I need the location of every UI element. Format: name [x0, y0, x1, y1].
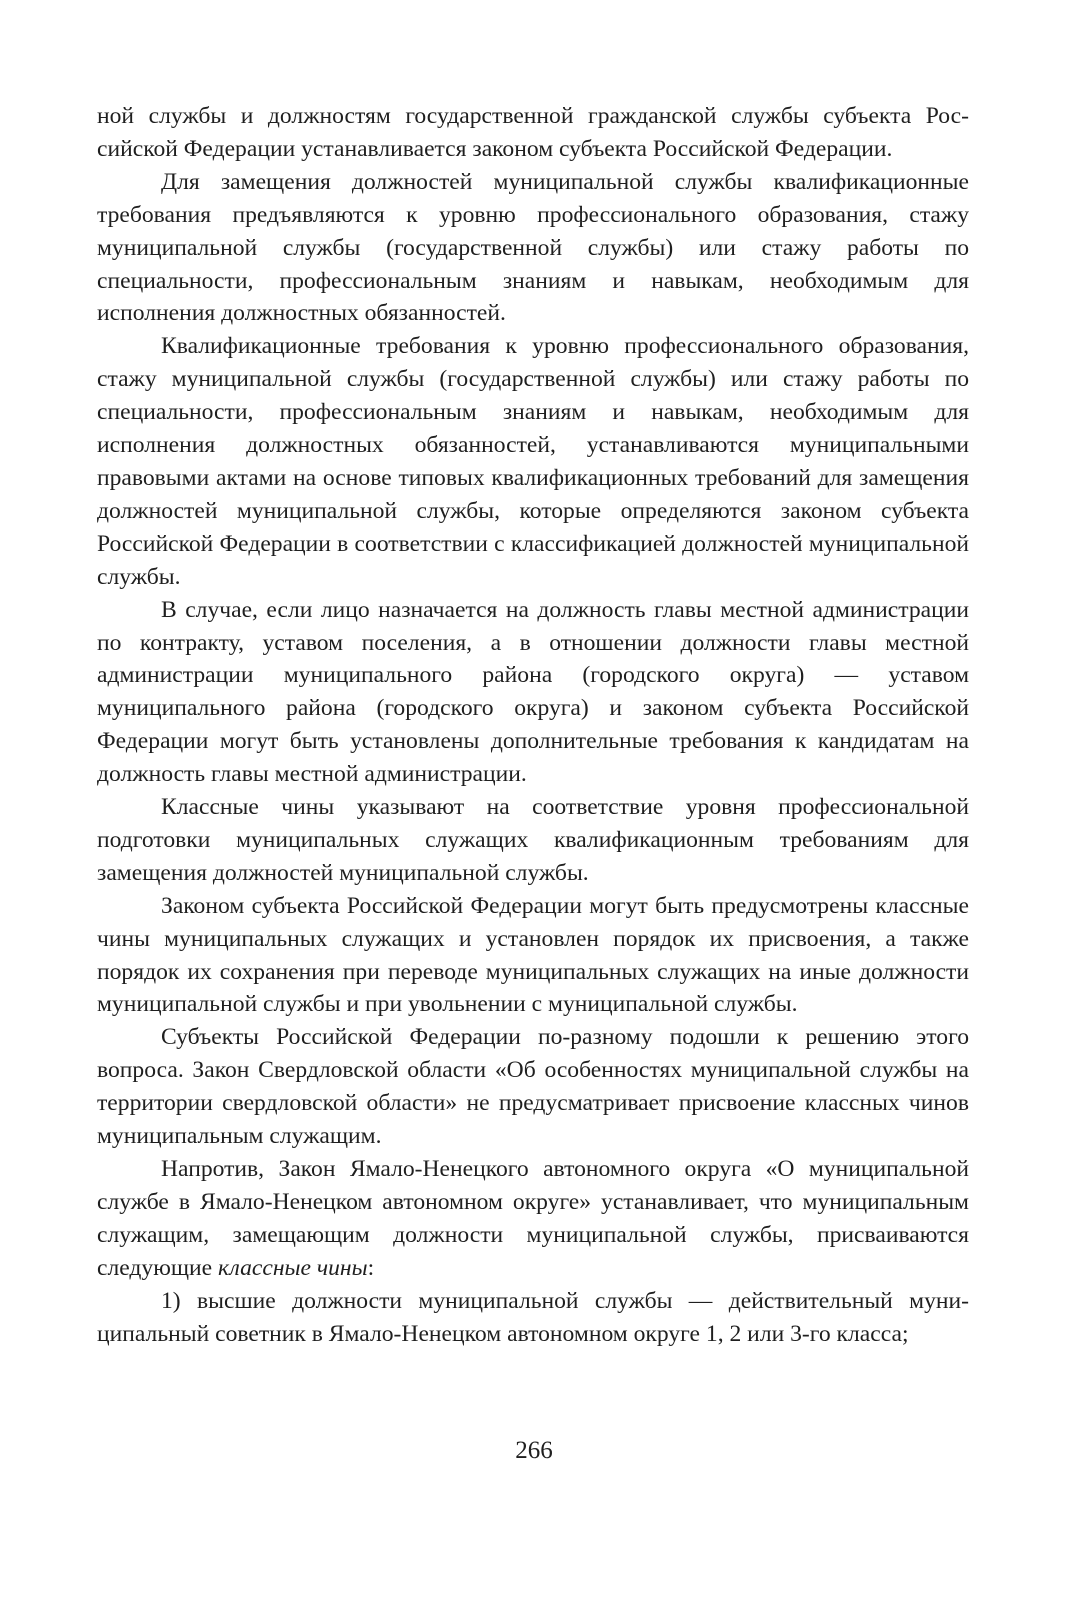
paragraph-5: Классные чины указывают на соответствие уровня профессиональной подготовки муниципальных служащих квалификационным требованиям для замещения должностей муниципальной службы. [97, 794, 969, 886]
paragraph-3: Квалификационные требования к уровню профессионального образования, стажу муниципальной службы (государственной службы) или стажу работы по специальности, профессиональным знаниям и навыкам, необходимым для исполнения должностных обязанностей, устанавливаются муниципальными правовыми актами на основе типовых квалификационных требований для замещения должностей муниципальной службы, которые определяются законом субъекта Российской Федерации в соответствии с классификацией должностей муниципальной службы. [97, 333, 969, 590]
paragraph-8 [97, 1153, 969, 1285]
paragraph-2: Для замещения должностей муниципальной службы квалификационные требования предъявляются к уровню профессионального образования, стажу муниципальной службы (государственной службы) или стажу работы по специальности, профессиональным знаниям и навыкам, необходимым для исполнения должностных обязанностей. [97, 168, 969, 327]
paragraph-7: Субъекты Российской Федерации по-разному подошли к решению этого вопроса. Закон Свердловской области «Об особенностях муниципальной службы на территории свердловской области» не предусматривает присвоение классных чинов муниципальным служащим. [97, 1024, 969, 1150]
page-body [97, 100, 969, 1500]
paragraph-4: В случае, если лицо назначается на должность главы местной администрации по контракту, уставом поселения, а в отношении должности главы местной администрации муниципального района (городского округа) — уставом муниципального района (городского округа) и законом субъекта Российской Федерации могут быть установлены дополнительные требования к кандидатам на должность главы местной администрации. [97, 596, 969, 788]
paragraph-1: ной службы и должностям государственной гражданской службы субъекта Российской Федерации устанавливается законом субъекта Российской Федерации. [97, 103, 969, 162]
paragraph-6: Законом субъекта Российской Федерации могут быть предусмотрены классные чины муниципальных служащих и установлен порядок их присвоения, а также порядок их сохранения при переводе муниципальных служащих на иные должности муниципальной службы и при увольнении с муниципальной службы. [97, 892, 969, 1018]
page-number: 266 [515, 1437, 553, 1464]
emphasis-class-ranks: классные чины [218, 1254, 368, 1281]
paragraph-8-tail: : [367, 1254, 375, 1281]
paragraph-8-text: Напротив, Закон Ямало-Ненецкого автономного округа «О муниципальной службе в Ямало-Ненецком автономном округе» устанавливает, что муниципальным служащим, замещающим должности муниципальной службы, присваиваются следующие [97, 1156, 969, 1281]
list-item-1: 1) высшие должности муниципальной службы — действительный муниципальный советник в Ямало-Ненецком автономном округе 1, 2 или 3-го класса; [97, 1287, 969, 1347]
